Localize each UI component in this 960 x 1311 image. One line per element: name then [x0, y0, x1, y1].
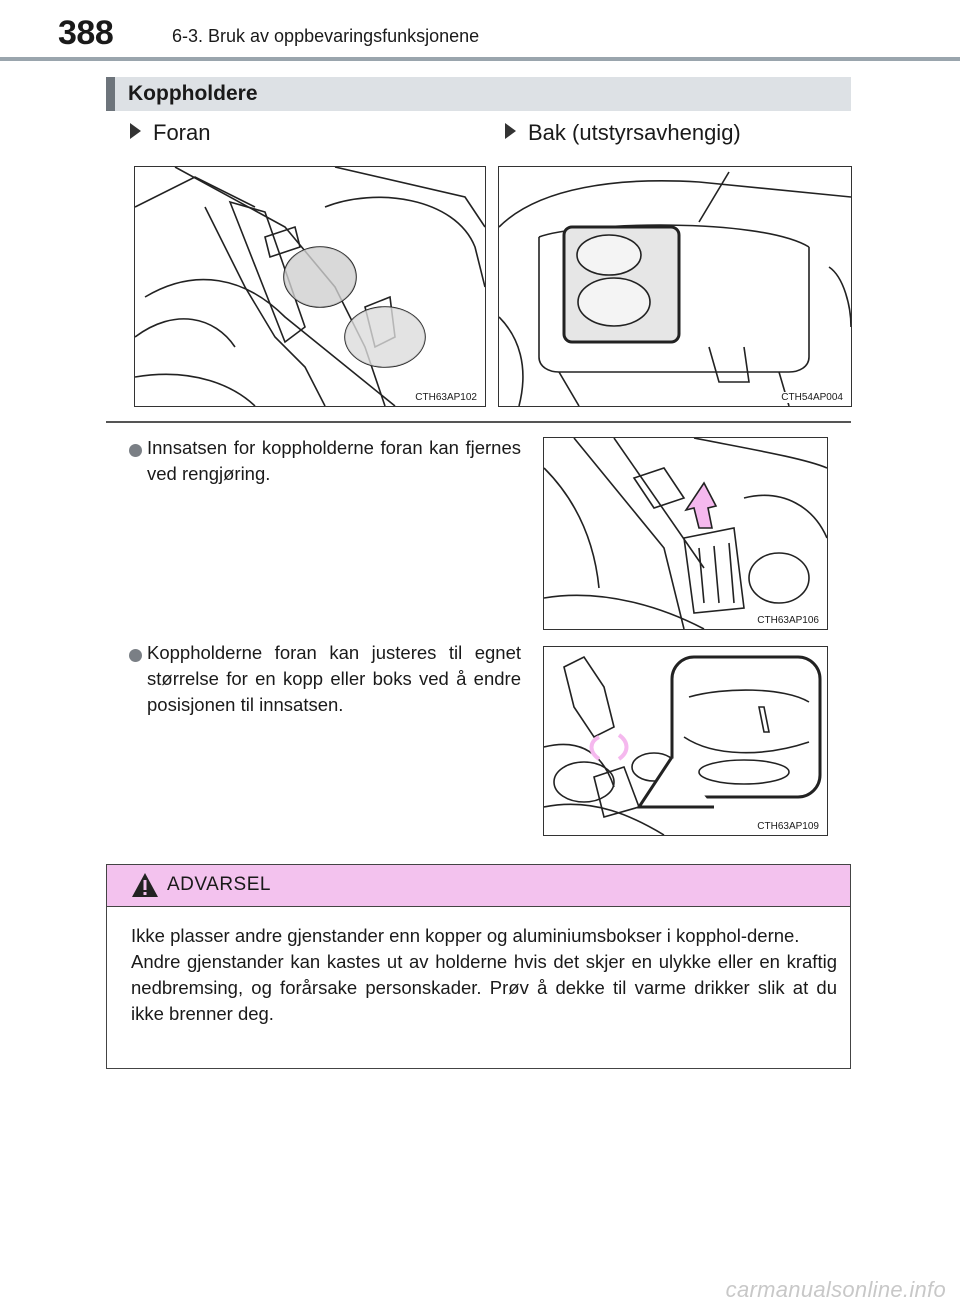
warning-paragraph: Ikke plasser andre gjenstander enn kopper og aluminiumsbokser i kopphol-derne. [131, 925, 800, 946]
figure-code: CTH54AP004 [781, 392, 843, 403]
section-title-bar [106, 77, 851, 111]
warning-label: ADVARSEL [167, 874, 271, 895]
figure-code: CTH63AP106 [757, 615, 819, 626]
figure-code: CTH63AP102 [415, 392, 477, 403]
section-divider [106, 421, 851, 423]
figure-insert-removal [543, 437, 828, 630]
triangle-bullet-icon [505, 123, 516, 139]
rear-armrest-illustration [499, 167, 851, 406]
bullet-text-removal: Innsatsen for koppholderne foran kan fjernes ved rengjøring. [147, 437, 521, 484]
figure-insert-adjustment [543, 646, 828, 836]
subhead-rear: Bak (utstyrsavhengig) [505, 120, 741, 146]
warning-body [131, 923, 837, 1027]
header-rule [0, 57, 960, 61]
warning-header [107, 865, 850, 907]
insert-adjust-illustration [544, 647, 827, 835]
subhead-front: Foran [130, 120, 210, 146]
front-console-illustration [135, 167, 485, 406]
figure-rear-cup-holders [498, 166, 852, 407]
running-head: 6-3. Bruk av oppbevaringsfunksjonene [172, 26, 480, 46]
warning-triangle-icon [131, 872, 159, 898]
figure-front-cup-holders [134, 166, 486, 407]
section-marker [106, 77, 115, 111]
figure-code: CTH63AP109 [757, 821, 819, 832]
warning-paragraph: Andre gjenstander kan kastes ut av holderne hvis det skjer en ulykke eller en kraftig nedbremsing, og forårsake personskader. Prøv å dekke til varme drikker slik at du ikke brenner deg. [131, 951, 837, 1024]
page-number: 388 [58, 14, 114, 52]
insert-removal-illustration [544, 438, 827, 629]
section-title: Koppholdere [128, 82, 258, 105]
triangle-bullet-icon [130, 123, 141, 139]
bullet-text-adjust: Koppholderne foran kan justeres til egnet størrelse for en kopp eller boks ved å endre posisjonen til innsatsen. [147, 642, 521, 715]
watermark: carmanualsonline.info [725, 1277, 946, 1302]
warning-box [106, 864, 851, 1069]
bullet-dot-icon [129, 649, 142, 662]
bullet-dot-icon [129, 444, 142, 457]
